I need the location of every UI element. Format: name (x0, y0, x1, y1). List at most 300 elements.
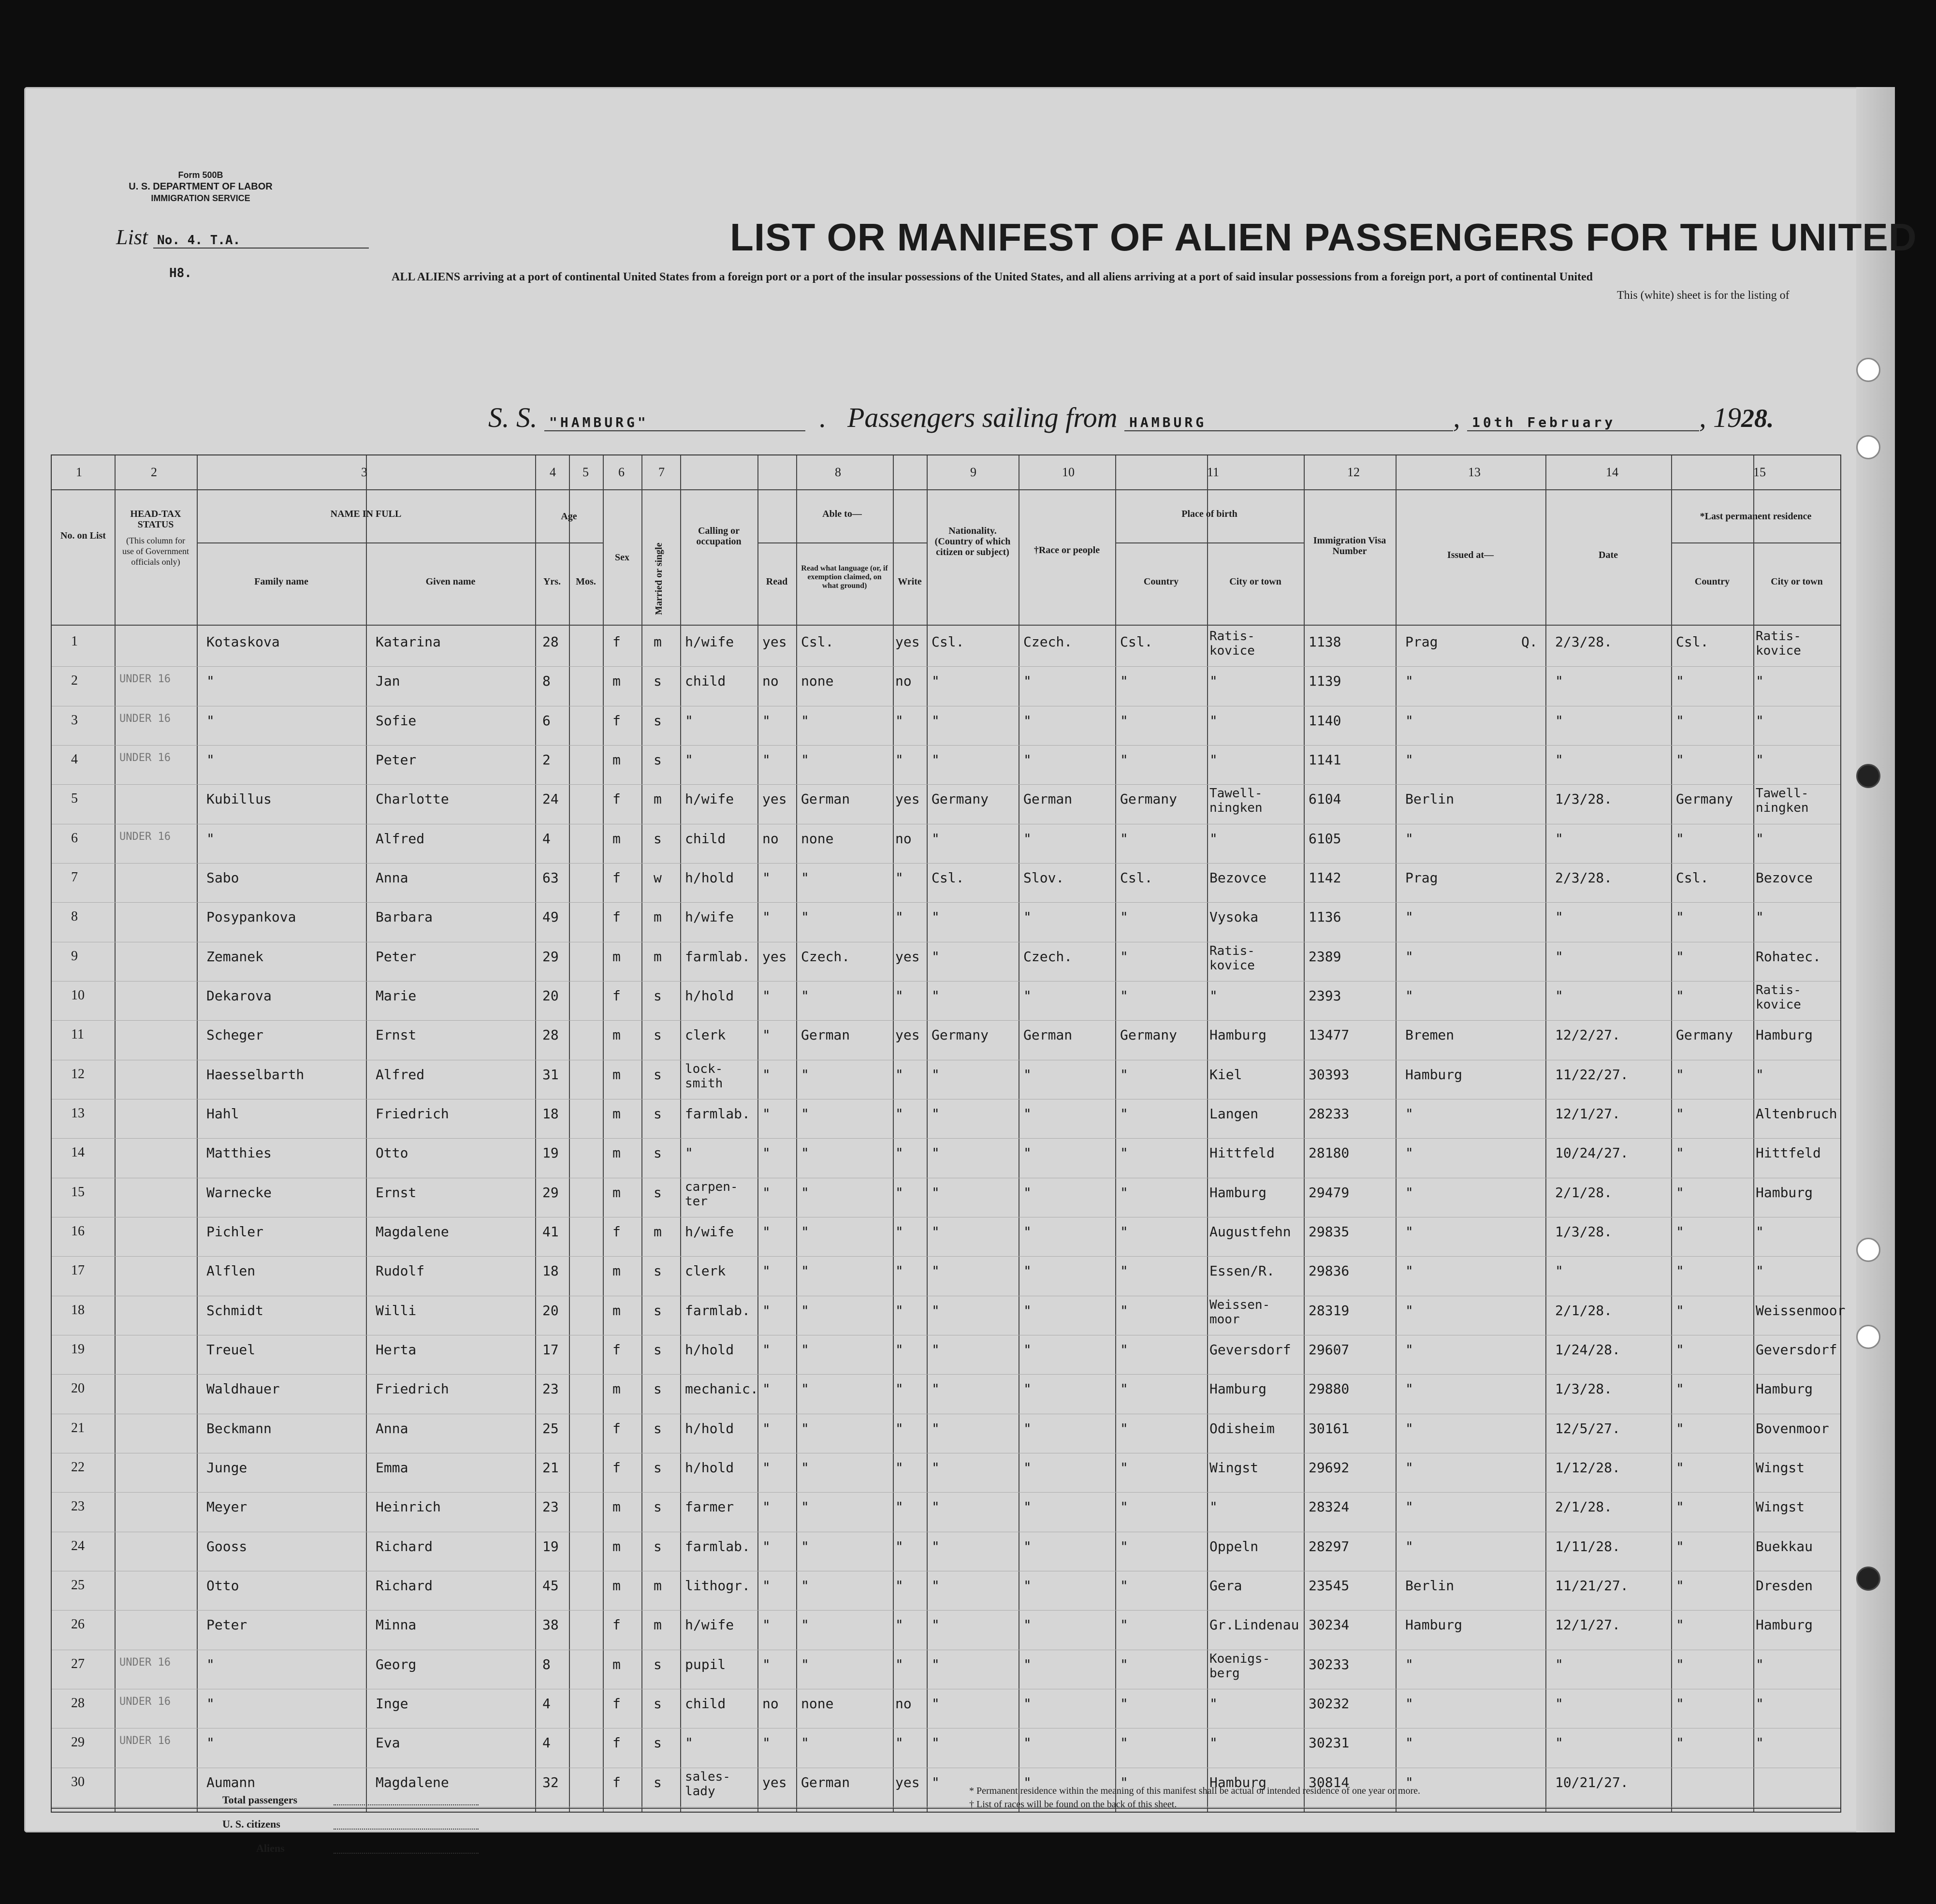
cell-residence-city: Tawell- ningken (1756, 786, 1809, 816)
total-passengers-label: Total passengers (222, 1794, 298, 1806)
cell-occupation: h/wife (685, 1224, 734, 1240)
cell-visa-number: 30814 (1309, 1774, 1350, 1790)
cell-age: 19 (542, 1538, 559, 1554)
cell-race: " (1023, 1460, 1032, 1476)
colnum-3: 3 (361, 465, 367, 479)
cell-nationality: " (932, 909, 940, 925)
colnum-9: 9 (970, 465, 976, 479)
cell-residence-city: Bovenmoor (1756, 1420, 1829, 1436)
cell-issued-at: " (1405, 1735, 1413, 1751)
cell-residence-city: " (1756, 673, 1764, 689)
cell-visa-date: 2/3/28. (1555, 634, 1613, 650)
cell-visa-number: 1141 (1309, 752, 1341, 768)
cell-nationality: " (932, 1184, 940, 1201)
cell-age: 20 (542, 1302, 559, 1318)
table-row (52, 1610, 1840, 1650)
cell-issued-at: Bremen (1405, 1027, 1455, 1043)
cell-read-language: " (801, 1224, 809, 1240)
table-row (52, 1256, 1840, 1296)
cell-family-name: Junge (206, 1460, 247, 1476)
cell-row-number: 21 (71, 1420, 85, 1435)
cell-birth-city: Augustfehn (1209, 1224, 1291, 1240)
cell-residence-city: Bezovce (1756, 870, 1813, 886)
cell-can-read: " (762, 1381, 771, 1397)
cell-family-name: Pichler (206, 1224, 264, 1240)
cell-visa-number: 29692 (1309, 1460, 1350, 1476)
col-place-of-birth: Place of birth (1181, 509, 1237, 519)
cell-issued-at: " (1405, 673, 1413, 689)
cell-age: 23 (542, 1499, 559, 1515)
page-title: LIST OR MANIFEST OF ALIEN PASSENGERS FOR THE UNITED (730, 216, 1917, 259)
col-nationality: Nationality. (Country of which citizen or subject) (934, 526, 1011, 557)
cell-read-language: Czech. (801, 948, 850, 965)
cell-issued-at: " (1405, 948, 1413, 965)
cell-read-language: " (801, 712, 809, 729)
colnum-15: 15 (1753, 465, 1766, 479)
cell-occupation: child (685, 673, 726, 689)
cell-birth-city: Koenigs- berg (1209, 1651, 1270, 1681)
cell-marital-status: s (654, 830, 662, 847)
cell-given-name: Magdalene (376, 1224, 449, 1240)
cell-marital-status: s (654, 1184, 662, 1201)
cell-row-number: 1 (71, 634, 78, 649)
cell-sex: m (612, 1381, 621, 1397)
cell-given-name: Jan (376, 673, 400, 689)
cell-issued-at: " (1405, 1460, 1413, 1476)
cell-marital-status: s (654, 1499, 662, 1515)
cell-can-write: " (895, 1617, 903, 1633)
cell-row-number: 28 (71, 1696, 85, 1711)
table-row (52, 1453, 1840, 1493)
cell-age: 4 (542, 830, 551, 847)
cell-marital-status: s (654, 712, 662, 729)
cell-can-read: " (762, 1106, 771, 1122)
cell-visa-date: 1/3/28. (1555, 1224, 1613, 1240)
cell-visa-number: 1140 (1309, 712, 1341, 729)
cell-residence-city: Hamburg (1756, 1027, 1813, 1043)
cell-given-name: Barbara (376, 909, 433, 925)
cell-sex: f (612, 1617, 621, 1633)
table-row (52, 1571, 1840, 1611)
cell-can-read: no (762, 673, 779, 689)
cell-given-name: Marie (376, 988, 417, 1004)
cell-age: 19 (542, 1145, 559, 1161)
cell-can-read: " (762, 1263, 771, 1279)
table-row (52, 1138, 1840, 1178)
list-number (116, 225, 369, 249)
cell-marital-status: s (654, 1460, 662, 1476)
cell-row-number: 14 (71, 1145, 85, 1160)
cell-visa-date: " (1555, 988, 1563, 1004)
cell-residence-city: Hittfeld (1756, 1145, 1821, 1161)
cell-visa-date: " (1555, 909, 1563, 925)
cell-occupation: h/hold (685, 1342, 734, 1358)
cell-visa-number: 1142 (1309, 870, 1341, 886)
subtitle: ALL ALIENS arriving at a port of continental United States from a foreign port or a port of the insular possessions of the United States, and all aliens arriving at a port of said insular possessions from a foreign port, a port of continental United (392, 271, 1593, 283)
cell-birth-country: Germany (1120, 1027, 1178, 1043)
cell-sex: m (612, 1145, 621, 1161)
cell-read-language: " (801, 1578, 809, 1594)
table-row (52, 1060, 1840, 1099)
col-head-tax-note: (This column for use of Government officials only) (122, 536, 189, 567)
cell-issued-at: " (1405, 1538, 1413, 1554)
cell-row-number: 2 (71, 673, 78, 688)
col-sex: Sex (615, 552, 629, 563)
cell-can-read: " (762, 988, 771, 1004)
cell-can-write: no (895, 1696, 912, 1712)
cell-residence-country: " (1676, 1499, 1684, 1515)
cell-visa-date: " (1555, 1656, 1563, 1672)
cell-can-write: yes (895, 1774, 920, 1790)
cell-nationality: " (932, 1106, 940, 1122)
cell-occupation: h/wife (685, 909, 734, 925)
cell-residence-city: " (1756, 1263, 1764, 1279)
cell-age: 2 (542, 752, 551, 768)
cell-can-read: no (762, 1696, 779, 1712)
cell-visa-number: 30161 (1309, 1420, 1350, 1436)
cell-given-name: Willi (376, 1302, 417, 1318)
cell-birth-country: " (1120, 1617, 1128, 1633)
cell-birth-country: " (1120, 673, 1128, 689)
cell-birth-city: Weissen- moor (1209, 1297, 1270, 1327)
cell-residence-city: Buekkau (1756, 1538, 1813, 1554)
cell-nationality: " (932, 1263, 940, 1279)
cell-marital-status: s (654, 1381, 662, 1397)
cell-marital-status: m (654, 791, 662, 807)
cell-given-name: Georg (376, 1656, 417, 1672)
cell-given-name: Peter (376, 948, 417, 965)
cell-birth-city: Tawell- ningken (1209, 786, 1263, 816)
cell-birth-country: " (1120, 909, 1128, 925)
cell-race: " (1023, 752, 1032, 768)
cell-sex: m (612, 1578, 621, 1594)
cell-marital-status: s (654, 1302, 662, 1318)
cell-visa-number: 28297 (1309, 1538, 1350, 1554)
cell-head-tax-status: UNDER 16 (119, 1696, 171, 1708)
cell-occupation: carpen- ter (685, 1179, 738, 1209)
cell-residence-country: " (1676, 1381, 1684, 1397)
cell-head-tax-status: UNDER 16 (119, 830, 171, 843)
cell-head-tax-status: UNDER 16 (119, 752, 171, 764)
cell-issued-at: " (1405, 1184, 1413, 1201)
cell-issued-at: " (1405, 988, 1413, 1004)
cell-sex: m (612, 1066, 621, 1083)
col-visa: Immigration Visa Number (1313, 535, 1386, 557)
cell-residence-city: " (1756, 1066, 1764, 1083)
cell-visa-date: 1/12/28. (1555, 1460, 1620, 1476)
cell-sex: f (612, 712, 621, 729)
cell-can-write: yes (895, 1027, 920, 1043)
cell-visa-number: 2389 (1309, 948, 1341, 965)
cell-nationality: " (932, 1774, 940, 1790)
col-date: Date (1599, 550, 1618, 560)
table-row (52, 942, 1840, 981)
cell-occupation: lock- smith (685, 1061, 723, 1091)
col-no-on-list: No. on List (60, 530, 106, 541)
cell-race: Slov. (1023, 870, 1064, 886)
cell-age: 29 (542, 1184, 559, 1201)
cell-occupation: farmlab. (685, 1538, 750, 1554)
cell-read-language: " (801, 1302, 809, 1318)
cell-row-number: 17 (71, 1263, 85, 1278)
cell-family-name: " (206, 830, 215, 847)
cell-race: " (1023, 1066, 1032, 1083)
cell-given-name: Minna (376, 1617, 417, 1633)
cell-sex: f (612, 1460, 621, 1476)
cell-birth-city: " (1209, 712, 1218, 729)
cell-can-write: " (895, 1381, 903, 1397)
cell-can-write: " (895, 1499, 903, 1515)
cell-read-language: " (801, 988, 809, 1004)
cell-occupation: " (685, 1735, 693, 1751)
cell-quota-mark: Q. (1521, 634, 1538, 650)
cell-birth-country: " (1120, 1420, 1128, 1436)
cell-nationality: " (932, 1066, 940, 1083)
cell-issued-at: Hamburg (1405, 1617, 1463, 1633)
cell-row-number: 3 (71, 712, 78, 728)
cell-can-write: no (895, 830, 912, 847)
cell-occupation: child (685, 830, 726, 847)
cell-age: 29 (542, 948, 559, 965)
cell-row-number: 12 (71, 1066, 85, 1082)
cell-birth-city: " (1209, 1499, 1218, 1515)
cell-birth-city: " (1209, 673, 1218, 689)
cell-birth-country: " (1120, 752, 1128, 768)
cell-visa-date: 10/24/27. (1555, 1145, 1629, 1161)
manifest-table (51, 454, 1846, 1813)
colnum-8: 8 (835, 465, 841, 479)
cell-given-name: Herta (376, 1342, 417, 1358)
cell-issued-at: " (1405, 1774, 1413, 1790)
cell-row-number: 13 (71, 1106, 85, 1121)
cell-visa-date: 2/1/28. (1555, 1302, 1613, 1318)
cell-family-name: Kubillus (206, 791, 272, 807)
cell-birth-city: " (1209, 752, 1218, 768)
col-name-in-full: NAME IN FULL (330, 509, 402, 519)
cell-nationality: " (932, 1381, 940, 1397)
cell-birth-country: " (1120, 1538, 1128, 1554)
cell-race: " (1023, 1302, 1032, 1318)
col-last-residence: *Last permanent residence (1700, 511, 1812, 522)
cell-can-read: " (762, 1184, 771, 1201)
cell-nationality: " (932, 1696, 940, 1712)
cell-residence-country: " (1676, 1342, 1684, 1358)
cell-residence-country: " (1676, 1617, 1684, 1633)
colnum-7: 7 (658, 465, 665, 479)
cell-family-name: Sabo (206, 870, 239, 886)
cell-marital-status: m (654, 1578, 662, 1594)
cell-read-language: " (801, 1499, 809, 1515)
cell-given-name: Inge (376, 1696, 408, 1712)
cell-sex: m (612, 1538, 621, 1554)
cell-can-write: " (895, 870, 903, 886)
cell-race: " (1023, 1735, 1032, 1751)
cell-birth-country: " (1120, 988, 1128, 1004)
cell-sex: f (612, 1696, 621, 1712)
cell-given-name: Magdalene (376, 1774, 449, 1790)
cell-occupation: h/hold (685, 1420, 734, 1436)
cell-race: " (1023, 712, 1032, 729)
cell-occupation: sales- lady (685, 1769, 730, 1799)
cell-visa-date: 1/3/28. (1555, 1381, 1613, 1397)
cell-sex: f (612, 634, 621, 650)
cell-issued-at: " (1405, 752, 1413, 768)
cell-residence-country: Germany (1676, 1027, 1733, 1043)
cell-given-name: Ernst (376, 1027, 417, 1043)
cell-occupation: clerk (685, 1263, 726, 1279)
cell-visa-date: 1/24/28. (1555, 1342, 1620, 1358)
cell-birth-country: " (1120, 1224, 1128, 1240)
cell-given-name: Richard (376, 1538, 433, 1554)
table-row (52, 1099, 1840, 1139)
cell-birth-city: Hamburg (1209, 1027, 1267, 1043)
cell-row-number: 19 (71, 1342, 85, 1357)
cell-race: " (1023, 1263, 1032, 1279)
cell-issued-at: Berlin (1405, 791, 1455, 807)
cell-race: " (1023, 1617, 1032, 1633)
list-label: List (116, 225, 148, 249)
cell-marital-status: s (654, 1066, 662, 1083)
cell-family-name: " (206, 1656, 215, 1672)
cell-residence-country: " (1676, 948, 1684, 965)
cell-sex: f (612, 1774, 621, 1790)
cell-occupation: h/hold (685, 870, 734, 886)
cell-race: " (1023, 1342, 1032, 1358)
cell-residence-city: Rohatec. (1756, 948, 1821, 965)
cell-family-name: " (206, 673, 215, 689)
cell-visa-number: 6104 (1309, 791, 1341, 807)
cell-residence-country: " (1676, 988, 1684, 1004)
subtitle-sheet: This (white) sheet is for the listing of (1617, 289, 1790, 302)
cell-read-language: none (801, 673, 834, 689)
cell-occupation: " (685, 712, 693, 729)
cell-occupation: farmlab. (685, 1106, 750, 1122)
cell-can-read: " (762, 1342, 771, 1358)
cell-family-name: Meyer (206, 1499, 247, 1515)
cell-can-read: " (762, 909, 771, 925)
cell-residence-country: " (1676, 1420, 1684, 1436)
cell-family-name: Hahl (206, 1106, 239, 1122)
col-yrs: Yrs. (543, 576, 561, 587)
ship-name: "HAMBURG" (544, 414, 805, 431)
passenger-rows (52, 627, 1846, 1807)
cell-race: Czech. (1023, 948, 1073, 965)
port-name: HAMBURG (1124, 414, 1453, 431)
colnum-14: 14 (1606, 465, 1618, 479)
cell-nationality: " (932, 1302, 940, 1318)
cell-visa-number: 29880 (1309, 1381, 1350, 1397)
cell-nationality: Csl. (932, 870, 964, 886)
cell-read-language: Csl. (801, 634, 834, 650)
cell-read-language: " (801, 1381, 809, 1397)
cell-head-tax-status: UNDER 16 (119, 673, 171, 686)
cell-visa-date: " (1555, 830, 1563, 847)
cell-given-name: Friedrich (376, 1106, 449, 1122)
cell-family-name: Posypankova (206, 909, 296, 925)
cell-read-language: " (801, 1656, 809, 1672)
cell-nationality: " (932, 1420, 940, 1436)
cell-row-number: 22 (71, 1460, 85, 1475)
cell-residence-city: Hamburg (1756, 1381, 1813, 1397)
colnum-13: 13 (1468, 465, 1481, 479)
cell-visa-date: " (1555, 1263, 1563, 1279)
cell-can-read: " (762, 1617, 771, 1633)
cell-birth-country: Csl. (1120, 870, 1153, 886)
cell-sex: f (612, 909, 621, 925)
cell-birth-city: " (1209, 1696, 1218, 1712)
cell-occupation: clerk (685, 1027, 726, 1043)
cell-occupation: lithogr. (685, 1578, 750, 1594)
binder-hole (1856, 1238, 1880, 1262)
cell-marital-status: s (654, 1106, 662, 1122)
cell-family-name: Dekarova (206, 988, 272, 1004)
cell-can-read: " (762, 752, 771, 768)
cell-birth-country: " (1120, 1578, 1128, 1594)
cell-birth-country: " (1120, 712, 1128, 729)
cell-birth-country: " (1120, 1656, 1128, 1672)
cell-family-name: Waldhauer (206, 1381, 280, 1397)
cell-family-name: " (206, 1735, 215, 1751)
cell-nationality: " (932, 1735, 940, 1751)
cell-can-read: " (762, 1027, 771, 1043)
cell-visa-date: 11/22/27. (1555, 1066, 1629, 1083)
cell-can-read: yes (762, 634, 787, 650)
cell-age: 31 (542, 1066, 559, 1083)
cell-can-write: " (895, 752, 903, 768)
cell-nationality: Csl. (932, 634, 964, 650)
cell-birth-country: " (1120, 830, 1128, 847)
cell-nationality: " (932, 1499, 940, 1515)
cell-residence-country: " (1676, 712, 1684, 729)
cell-birth-city: Bezovce (1209, 870, 1267, 886)
cell-issued-at: Hamburg (1405, 1066, 1463, 1083)
cell-read-language: " (801, 1735, 809, 1751)
cell-race: " (1023, 1184, 1032, 1201)
cell-nationality: " (932, 1460, 940, 1476)
cell-age: 4 (542, 1735, 551, 1751)
cell-given-name: Rudolf (376, 1263, 425, 1279)
cell-residence-city: Hamburg (1756, 1617, 1813, 1633)
cell-nationality: Germany (932, 791, 989, 807)
cell-occupation: mechanic. (685, 1381, 758, 1397)
cell-can-read: " (762, 1145, 771, 1161)
cell-race: " (1023, 988, 1032, 1004)
table-row (52, 745, 1840, 785)
table-row (52, 1414, 1840, 1453)
cell-can-write: " (895, 1302, 903, 1318)
cell-race: " (1023, 909, 1032, 925)
cell-can-write: yes (895, 791, 920, 807)
cell-can-read: " (762, 1224, 771, 1240)
cell-can-write: " (895, 1460, 903, 1476)
cell-can-write: " (895, 1184, 903, 1201)
cell-occupation: " (685, 752, 693, 768)
col-read: Read (766, 576, 788, 587)
cell-given-name: Eva (376, 1735, 400, 1751)
cell-race: " (1023, 1106, 1032, 1122)
aliens-label: Aliens (256, 1842, 285, 1854)
cell-can-read: " (762, 1578, 771, 1594)
cell-nationality: " (932, 1617, 940, 1633)
sailing-date: 10th February (1467, 414, 1699, 431)
cell-read-language: " (801, 1420, 809, 1436)
cell-nationality: " (932, 1224, 940, 1240)
cell-marital-status: s (654, 1342, 662, 1358)
cell-birth-city: Hamburg (1209, 1184, 1267, 1201)
cell-sex: m (612, 1027, 621, 1043)
cell-given-name: Otto (376, 1145, 408, 1161)
cell-sex: m (612, 1302, 621, 1318)
